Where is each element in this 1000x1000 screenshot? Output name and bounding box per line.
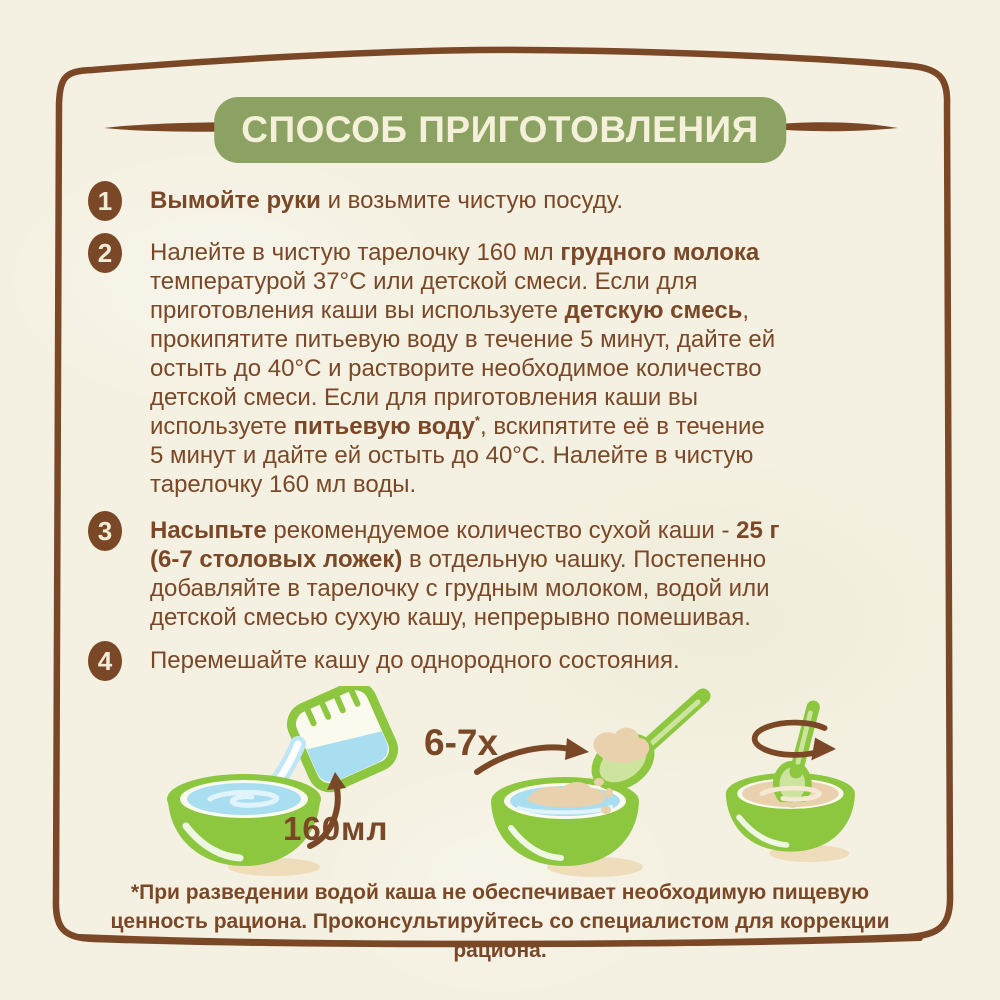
step-number: 3 [97, 515, 113, 546]
step-row-2 [88, 238, 925, 499]
title-banner [214, 97, 786, 163]
step-text [150, 186, 925, 215]
cereal-bowl-icon [491, 777, 639, 866]
step-text [150, 646, 925, 675]
text-segment: питьевую воду [293, 413, 475, 440]
step-number-badge [88, 181, 122, 221]
stir-porridge-illustration [703, 692, 893, 882]
step-number-badge [88, 641, 122, 681]
text-segment: температурой 37°C или детской смеси. Если для [150, 268, 698, 295]
step-number-badge [88, 511, 122, 551]
step-number: 2 [97, 237, 113, 268]
text-segment: остыть до 40°C и растворите необходимое количество [150, 355, 762, 382]
add-cereal-illustration [415, 688, 715, 888]
text-segment: рекомендуемое количество сухой каши - [266, 517, 737, 544]
text-segment: , вскипятите её в течение [479, 413, 765, 440]
text-segment: приготовления каши вы используете [150, 297, 565, 324]
text-segment: Перемешайте кашу до однородного состояния. [150, 647, 680, 674]
text-segment: * [474, 413, 480, 428]
text-segment: , [742, 297, 750, 324]
text-segment: детской смесью сухую кашу, непрерывно помешивая. [150, 604, 751, 631]
step-text [150, 516, 925, 632]
text-segment: 25 г [736, 517, 780, 544]
stir-arrow-icon [755, 723, 836, 761]
text-segment: прокипятите питьевую воду в течение 5 минут, дайте ей [150, 326, 776, 353]
step-number: 1 [97, 185, 113, 216]
text-segment: Вымойте руки [150, 187, 321, 214]
pour-water-illustration [152, 686, 402, 886]
text-segment: и возьмите чистую посуду. [320, 187, 624, 214]
page-title: СПОСОБ ПРИГОТОВЛЕНИЯ [241, 109, 759, 150]
text-segment: детскую смесь [564, 297, 743, 324]
text-segment: в отдельную чашку. Постепенно [402, 546, 767, 573]
text-segment: детской смеси. Если для приготовления каши вы [150, 384, 698, 411]
text-segment: 5 минут и дайте ей остыть до 40°C. Налейте в чистую [150, 442, 754, 469]
text-segment: грудного молока [560, 239, 760, 266]
step-row-4 [88, 646, 925, 681]
text-segment: добавляйте в тарелочку с грудным молоком, водой или [150, 575, 770, 602]
footnote: *При разведении водой каша не обеспечивает необходимую пищевую ценность рациона. Проконсультируйтесь со специалистом для коррекции рациона. [110, 881, 890, 962]
step-text [150, 238, 925, 499]
text-segment: тарелочку 160 мл воды. [150, 471, 417, 498]
text-segment: Насыпьте [150, 517, 267, 544]
step-row-1 [88, 186, 925, 221]
step-number: 4 [97, 645, 113, 676]
text-segment: Налейте в чистую тарелочку 160 мл [150, 239, 561, 266]
text-segment: (6-7 столовых ложек) [150, 546, 403, 573]
jug-volume-label: 160мл [283, 810, 389, 847]
step-number-badge [88, 233, 122, 273]
spoon-count-label: 6-7x [424, 722, 499, 763]
text-segment: используете [150, 413, 294, 440]
step-row-3 [88, 516, 925, 632]
